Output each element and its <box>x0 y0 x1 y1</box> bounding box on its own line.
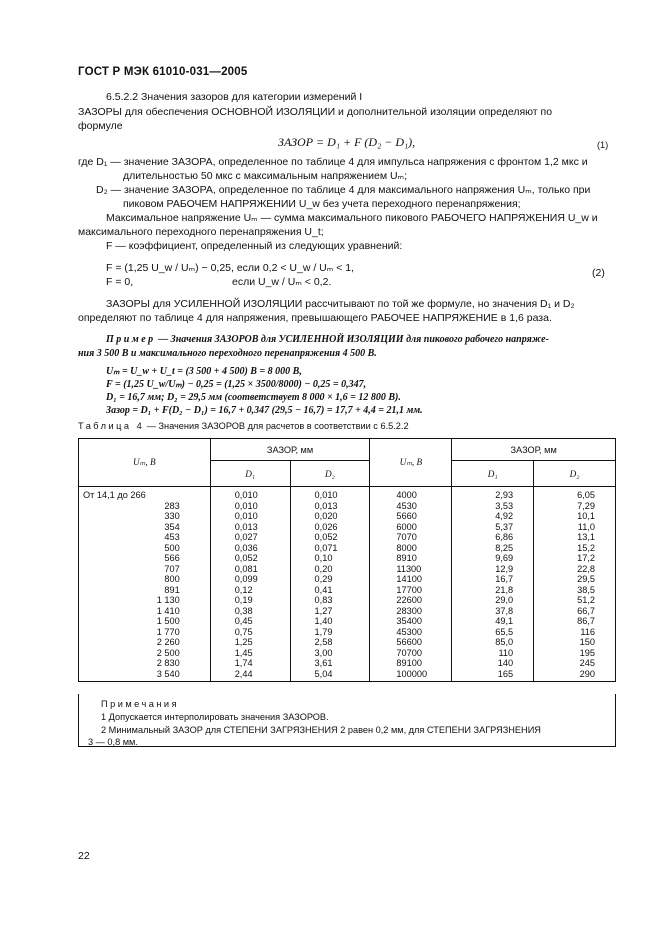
table-cell-left-d2: 1,40 <box>314 616 333 626</box>
table-cell-left-d1: 0,081 <box>234 563 258 574</box>
table-cell-left-um: 453 <box>164 532 180 542</box>
reinforced-line-1: ЗАЗОРЫ для УСИЛЕННОЙ ИЗОЛЯЦИИ рассчитывают по той же формуле, но значения D₁ и D₂ <box>106 298 575 310</box>
table-cell-left-d1: 0,010 <box>234 490 258 500</box>
table-cell-right-d1: 110 <box>498 647 514 658</box>
table-cell-right-d1: 8,25 <box>495 542 514 553</box>
table-cell-right-um: 14100 <box>396 574 422 584</box>
table-cell-left-um: 566 <box>164 553 180 563</box>
table-cell-right-um: 6000 <box>396 521 417 532</box>
table-cell-right-d2: 38,5 <box>577 584 595 595</box>
table-caption-text: — Значения ЗАЗОРОВ для расчетов в соответствии с 6.5.2.2 <box>146 421 409 431</box>
table-cell-right-d2: 245 <box>579 658 595 668</box>
table-cell-left-d2: 3,61 <box>314 658 333 668</box>
table-cell-right-um: 56600 <box>396 637 422 647</box>
intro-line-2: формуле <box>78 120 123 132</box>
table-cell-right-d2: 195 <box>579 647 595 658</box>
table-cell-left-d1: 0,75 <box>234 626 253 637</box>
table-cell-right-d1: 9,69 <box>495 553 514 563</box>
table-cell-left-d2: 2,58 <box>314 637 333 647</box>
table-cell-right-d2: 17,2 <box>577 553 595 563</box>
table-cell-left-d1: 0,45 <box>234 616 253 626</box>
formula-2-number: (2) <box>592 267 605 279</box>
table-cell-right-um: 8910 <box>396 553 417 563</box>
table-cell-left-um: 1 410 <box>156 605 180 616</box>
table-cell-right-um: 45300 <box>396 626 422 637</box>
table-cell-left-d1: 0,027 <box>234 532 258 542</box>
where-d2-cont: пиковом РАБОЧЕМ НАПРЯЖЕНИИ U_w без учета переходного перенапряжения; <box>123 198 521 210</box>
table-cell-left-d2: 0,83 <box>314 595 333 605</box>
table-cell-right-um: 28300 <box>396 605 422 616</box>
table-cell-right-d1: 85,0 <box>495 637 514 647</box>
header-d1-left: D₁ <box>210 461 290 487</box>
f-definition: F — коэффициент, определенный из следующих уравнений: <box>106 240 403 252</box>
table-cell-right-d2: 51,2 <box>577 595 595 605</box>
table-cell-left-d2: 0,20 <box>314 563 333 574</box>
table-cell-left-um: 1 770 <box>156 626 180 637</box>
max-voltage-line-1: Максимальное напряжение Uₘ — сумма максимального пикового РАБОЧЕГО НАПРЯЖЕНИЯ U_w и <box>106 212 598 224</box>
column-um-right <box>370 487 452 682</box>
header-d1-right: D₁ <box>452 461 534 487</box>
table-cell-right-d2: 66,7 <box>577 605 595 616</box>
section-title: Значения зазоров для категории измерений I <box>141 91 363 103</box>
table-cell-left-d1: 0,052 <box>234 553 258 563</box>
formula-2-line-2b: если U_w / Uₘ < 0,2. <box>232 276 332 288</box>
table-cell-right-d2: 13,1 <box>577 532 595 542</box>
intro-line-1: ЗАЗОРЫ для обеспечения ОСНОВНОЙ ИЗОЛЯЦИИ и дополнительной изоляции определяют по <box>78 106 553 118</box>
table-cell-left-d2: 5,04 <box>314 668 333 679</box>
column-um-left <box>79 487 211 682</box>
table-cell-right-d2: 116 <box>580 626 595 637</box>
table-cell-right-um: 11300 <box>396 563 422 574</box>
table-cell-right-d1: 21,8 <box>495 584 514 595</box>
table-cell-right-d1: 140 <box>497 658 514 668</box>
table-caption-prefix: Таблица 4 <box>78 421 145 431</box>
table-cell-right-d2: 86,7 <box>577 616 595 626</box>
section-heading <box>106 91 362 103</box>
table-cell-left-d2: 0,29 <box>314 574 333 584</box>
example-line-1 <box>106 334 549 345</box>
table-cell-left-um: 2 500 <box>156 647 180 658</box>
document-header: ГОСТ Р МЭК 61010-031—2005 <box>78 66 248 78</box>
table-cell-right-um: 4000 <box>396 490 417 500</box>
table-cell-right-d2: 29,5 <box>577 574 595 584</box>
table-cell-left-um: 1 130 <box>156 595 180 605</box>
table-cell-left-d1: 0,010 <box>234 511 258 521</box>
table-cell-right-d1: 5,37 <box>495 521 514 532</box>
table-cell-left-d2: 0,013 <box>314 500 338 511</box>
header-clearance-left: ЗАЗОР, мм <box>210 439 370 461</box>
table-cell-right-um: 4530 <box>396 500 417 511</box>
table-cell-right-d1: 4,92 <box>495 511 514 521</box>
table-cell-right-d1: 16,7 <box>495 574 514 584</box>
table-cell-right-d2: 7,29 <box>577 500 595 511</box>
table-cell-left-um: 1 500 <box>156 616 180 626</box>
table-notes <box>78 694 616 747</box>
column-d2-left <box>290 487 370 682</box>
table-cell-right-d1: 2,93 <box>495 490 514 500</box>
table-cell-right-d2: 290 <box>579 668 595 679</box>
table-cell-left-d2: 1,79 <box>314 626 333 637</box>
example-text: — Значения ЗАЗОРОВ для УСИЛЕННОЙ ИЗОЛЯЦИИ для пикового рабочего напряже- <box>158 334 549 345</box>
table-cell-right-d2: 150 <box>579 637 595 647</box>
section-number: 6.5.2.2 <box>106 91 139 103</box>
table-cell-right-d2: 11,0 <box>577 521 595 532</box>
table-cell-left-d2: 1,27 <box>314 605 333 616</box>
table-cell-right-d1: 37,8 <box>495 605 514 616</box>
table-cell-left-d1: 0,013 <box>234 521 258 532</box>
table-cell-right-d1: 12,9 <box>495 563 514 574</box>
table-cell-left-d2: 0,026 <box>314 521 338 532</box>
table-cell-right-um: 35400 <box>396 616 422 626</box>
table-cell-right-um: 22600 <box>396 595 422 605</box>
example-label: Пример <box>106 334 156 345</box>
table-cell-left-d2: 0,010 <box>314 490 338 500</box>
formula-2-line-2: F = 0, <box>106 276 134 288</box>
clearance-table <box>78 438 616 682</box>
table-cell-left-d2: 0,071 <box>314 542 338 553</box>
header-clearance-right: ЗАЗОР, мм <box>452 439 616 461</box>
table-cell-right-um: 5660 <box>396 511 417 521</box>
table-cell-left-um: 2 260 <box>156 637 180 647</box>
table-cell-right-d2: 15,2 <box>577 542 595 553</box>
note-2: 2 Минимальный ЗАЗОР для СТЕПЕНИ ЗАГРЯЗНЕНИЯ 2 равен 0,2 мм, для СТЕПЕНИ ЗАГРЯЗНЕНИЯ <box>101 725 541 735</box>
table-cell-left-um: 500 <box>164 542 180 553</box>
formula-1: ЗАЗОР = D₁ + F (D₂ − D₁), <box>278 135 416 149</box>
where-d2: D₂ — значение ЗАЗОРА, определенное по таблице 4 для максимального напряжения Uₘ, только при <box>96 184 591 196</box>
table-cell-left-d1: 0,010 <box>234 500 258 511</box>
formula-2-line-1: F = (1,25 U_w / Uₘ) − 0,25, если 0,2 < U_w / Uₘ < 1, <box>106 262 355 274</box>
example-calc-4: Зазор = D₁ + F(D₂ − D₁) = 16,7 + 0,347 (29,5 − 16,7) = 17,7 + 4,4 = 21,1 мм. <box>106 405 423 416</box>
where-d1: где D₁ — значение ЗАЗОРА, определенное по таблице 4 для импульса напряжения с фронтом 1,2 мкс и <box>78 156 588 168</box>
table-cell-left-um: 3 540 <box>156 668 180 679</box>
table-cell-left-d1: 1,25 <box>234 637 253 647</box>
table-cell-left-d1: 1,74 <box>234 658 253 668</box>
table-cell-left-um: 800 <box>164 574 180 584</box>
header-um-left: Uₘ, В <box>79 439 211 487</box>
table-cell-left-d1: 1,45 <box>234 647 253 658</box>
table-cell-left-d1: 0,19 <box>234 595 253 605</box>
table-cell-left-um: 330 <box>164 511 180 521</box>
page-number: 22 <box>78 850 90 862</box>
table-cell-right-d1: 29,0 <box>495 595 514 605</box>
example-calc-3: D₁ = 16,7 мм; D₂ = 29,5 мм (соответствует 8 000 × 1,6 = 12 800 В). <box>106 392 401 403</box>
header-d2-right: D₂ <box>534 461 616 487</box>
table-cell-left-d2: 0,052 <box>314 532 338 542</box>
header-um-right: Uₘ, В <box>370 439 452 487</box>
table-cell-left-d2: 0,41 <box>314 584 333 595</box>
table-cell-right-um: 100000 <box>396 668 428 679</box>
table-cell-right-um: 8000 <box>396 542 417 553</box>
notes-title: Примечания <box>101 699 180 709</box>
table-cell-left-um: 2 830 <box>156 658 180 668</box>
table-cell-right-d1: 65,5 <box>495 626 514 637</box>
table-cell-left-d2: 0,10 <box>314 553 333 563</box>
table-cell-left-um: 707 <box>164 563 180 574</box>
example-calc-2: F = (1,25 U_w/Uₘ) − 0,25 = (1,25 × 3500/8000) − 0,25 = 0,347, <box>106 379 367 390</box>
example-line-2: ния 3 500 В и максимального переходного перенапряжения 4 500 В. <box>78 348 377 359</box>
table-caption <box>78 421 409 431</box>
table-cell-left-d1: 0,099 <box>234 574 258 584</box>
column-d1-left <box>210 487 290 682</box>
header-d2-left: D₂ <box>290 461 370 487</box>
table-cell-right-d2: 22,8 <box>577 563 595 574</box>
max-voltage-line-2: максимального переходного перенапряжения U_t; <box>78 226 324 238</box>
table-cell-left-d1: 2,44 <box>234 668 253 679</box>
formula-1-number: (1) <box>597 140 609 150</box>
table-cell-right-um: 17700 <box>396 584 422 595</box>
table-cell-right-d1: 3,53 <box>495 500 514 511</box>
example-calc-1: Uₘ = U_w + U_t = (3 500 + 4 500) В = 8 000 В, <box>106 366 302 377</box>
note-2-cont: 3 — 0,8 мм. <box>88 737 138 747</box>
table-cell-right-um: 70700 <box>396 647 422 658</box>
table-cell-right-d2: 6,05 <box>577 490 595 500</box>
note-1: 1 Допускается интерполировать значения ЗАЗОРОВ. <box>101 712 329 722</box>
table-cell-right-um: 7070 <box>396 532 417 542</box>
table-cell-right-d2: 10,1 <box>577 511 595 521</box>
table-cell-left-d2: 3,00 <box>314 647 333 658</box>
table-cell-left-d1: 0,036 <box>234 542 258 553</box>
table-cell-right-d1: 49,1 <box>495 616 514 626</box>
table-cell-left-d2: 0,020 <box>314 511 338 521</box>
table-cell-left-d1: 0,12 <box>234 584 253 595</box>
table-cell-left-um: 891 <box>164 584 180 595</box>
column-d1-right <box>452 487 534 682</box>
table-cell-left-um: От 14,1 до 266 <box>83 490 146 500</box>
table-cell-right-d1: 165 <box>497 668 514 679</box>
reinforced-line-2: определяют по таблице 4 для напряжения, превышающего РАБОЧЕЕ НАПРЯЖЕНИЕ в 1,6 раза. <box>78 312 552 324</box>
table-cell-right-d1: 6,86 <box>495 532 514 542</box>
table-cell-right-um: 89100 <box>396 658 422 668</box>
table-cell-left-um: 354 <box>164 521 180 532</box>
table-cell-left-um: 283 <box>164 500 180 511</box>
where-d1-cont: длительностью 50 мкс с максимальным напряжением Uₘ; <box>123 170 408 182</box>
column-d2-right <box>534 487 616 682</box>
table-cell-left-d1: 0,38 <box>234 605 253 616</box>
